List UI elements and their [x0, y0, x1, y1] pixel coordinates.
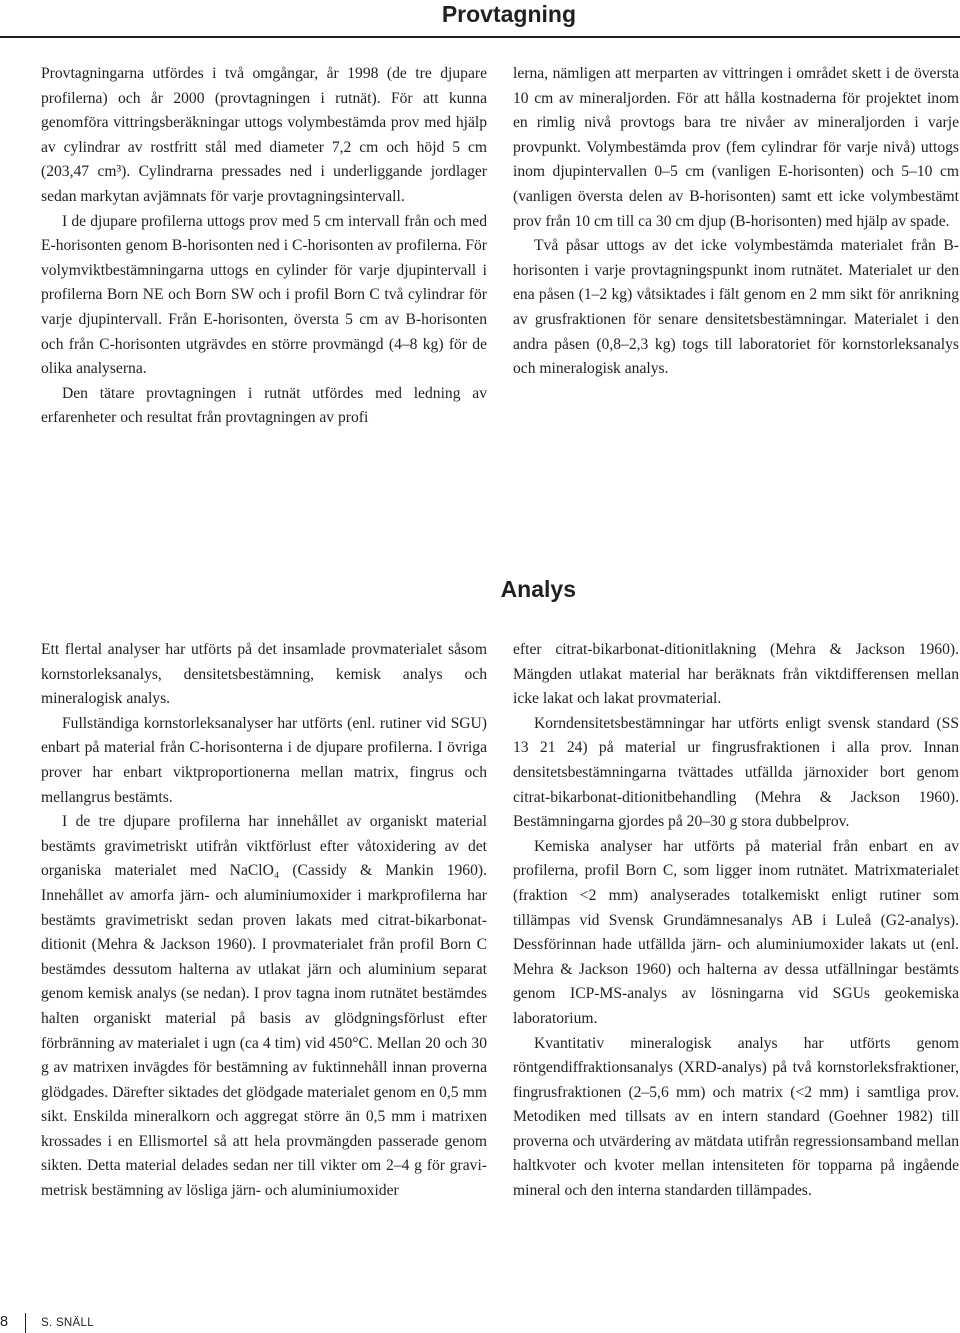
running-author: S. SNÄLL: [41, 1317, 94, 1329]
footer-divider: [25, 1313, 26, 1333]
analys-paragraph-3-continued: efter citrat-bikarbonat-ditionitlakning (Mehra & Jackson 1960). Mängden utlakat material har beräknats från viktdifferensen mellan icke lakat och lakat provmaterial.: [513, 641, 959, 708]
analys-paragraph-6: Kvantitativ mineralogisk analys har utförts genom röntgendiffraktionsanalys (XRD-analys) på två kornstorleksfraktioner, fingrusfraktionen (2–5,6 mm) och matrix (<2 mm) i samtliga prov. Metodiken med tillsats av en intern standard (Goehner 1982) till proverna och utvärdering av mätdata utifrån regressionsamband mellan haltkvoter och kvoter mellan intensiteten för topparna på ingående mineral och den interna standarden tillämpades.: [513, 1034, 959, 1200]
analys-paragraph-4: Korndensitetsbestämningar har utförts enligt svensk standard (SS 13 21 24) på material ur fingrusfraktionen i alla prov. Innan densitetsbestämningarna tvättades utfällda järnoxider bort genom citrat-bikarbonat-ditionitbehandling (Mehra & Jackson 1960). Bestämningarna gjordes på 20–30 g stora dubbelprov.: [513, 714, 959, 831]
analys-paragraph-5: Kemiska analyser har utförts på material från enbart en av profilerna, profil Born C, som ligger inom rutnätet. Matrixmaterialet (fraktion <2 mm) analyserades totalkemiskt enligt rutiner som tillämpas vid Svensk Grundämnesanalys AB i Luleå (G2-analys). Dessförinnan hade utfällda järn- och aluminiumoxider lakats ut (enl. Mehra & Jackson 1960) och halterna av dessa utfällningar bestämts genom ICP-MS-analys av lösningarna vid SGUs geokemiska laboratorium.: [513, 837, 959, 1027]
section-title-analys: Analys: [500, 576, 576, 602]
analys-paragraph-2: Fullständiga kornstorleksanalyser har utförts (enl. rutiner vid SGU) enbart på material från C-horisonterna i de djupare profilerna. I övriga prover har enbart viktproportionerna mellan matrix, fingrus och mellangrus bestämts.: [41, 714, 487, 806]
analys-paragraph-3: I de tre djupare profilerna har innehållet av organiskt material bestämts gravimetriskt utifrån viktförlust efter våtoxidering av det organiska materialet med NaClO₄ (Cassidy & Mankin 1960). Innehållet av amorfa järn- och aluminiumoxider i markprofilerna har bestämts gravimetriskt sedan proven lakats med citrat-bikarbonat-ditionit (Mehra & Jackson 1960). I provmaterialet från profil Born C bestämdes dessutom halterna av utlakat järn och aluminium separat genom kemisk analys (se nedan). I prov tagna inom rutnätet bestämdes halten organiskt material på basis av glödgningsförlust efter förbränning av materialet i ugn (ca 4 tim) vid 450°C. Mellan 20 och 30 g av matrixen invägdes för bestämning av fuktinnehåll innan proverna glödgades. Därefter siktades det glödgade materialet genom en 0,5 mm sikt. Enskilda mineralkorn och aggregat större än 0,5 mm i matrixen krossades i en Ellismortel så att hela provmängden passerade genom sikten. Detta material delades sedan ner till vikter om 2–4 g för gravimetrisk bestämning av lösliga järn- och aluminiumoxider: [41, 813, 487, 1200]
provtagning-paragraph-1: Provtagningarna utfördes i två omgångar, år 1998 (de tre djupare profilerna) och år 2000 (provtagningen i rutnät). För att kunna genomföra vittringsberäkningar uttogs volymbestämda prov med hjälp av cylindrar av rostfritt stål med diameter 7,2 cm och höjd 5 cm (203,47 cm³). Cylindrarna pressades ned i underliggande jordlager sedan markytan avjämnats för varje provtagningsintervall.: [41, 65, 487, 205]
provtagning-column-left: [41, 62, 487, 431]
provtagning-column-right: [513, 62, 959, 382]
provtagning-paragraph-3: Den tätare provtagningen i rutnät utfördes med ledning av erfarenheter och resultat från provtagningen av profi: [41, 384, 487, 427]
page-number: 8: [0, 1314, 9, 1330]
provtagning-paragraph-4: Två påsar uttogs av det icke volymbestämda materialet från B-horisonten i varje provtagningspunkt inom rutnätet. Materialet ur den ena påsen (1–2 kg) våtsiktades i fält genom en 2 mm sikt för anrikning av grusfraktionen för senare densitetsbestämningar. Materialet i den andra påsen (0,8–2,3 kg) togs till laboratoriet för kornstorleksanalys och mineralogisk analys.: [513, 237, 959, 378]
analys-column-right: [513, 638, 959, 1204]
analys-paragraph-1: Ett flertal analyser har utförts på det insamlade provmaterialet såsom kornstorleksanalys, densitetsbestämning, kemisk analys och mineralogisk analys.: [41, 641, 487, 708]
analys-column-left: [41, 638, 487, 1204]
header-rule: [0, 36, 960, 38]
section-title-provtagning: Provtagning: [441, 1, 576, 27]
provtagning-paragraph-3-continued: lerna, nämligen att merparten av vittringen i området skett i de översta 10 cm av mineraljorden. För att hålla kostnaderna för projektet inom en rimlig nivå provtogs bara tre nivåer av mineraljorden i varje provpunkt. Volymbestämda prov (fem cylindrar för varje nivå) uttogs inom djupintervallen 0–5 cm (vanligen E-horisonten) och 5–10 cm (vanligen översta delen av B-horisonten) samt ett icke volymbestämt prov från 10 cm till ca 30 cm djup (B-horisonten) med hjälp av spade.: [513, 65, 959, 230]
provtagning-paragraph-2: I de djupare profilerna uttogs prov med 5 cm intervall från och med E-horisonten genom B-horisonten ned i C-horisonten av profilerna. För volymviktbestämningarna uttogs en cylinder för varje djupintervall i profilerna Born NE och Born SW och i profil Born C två cylindrar för varje djupintervall. Från E-horisonten, översta 5 cm av B-horisonten och från C-horisonten utgrävdes en större provmängd (4–8 kg) för de olika analyserna.: [41, 212, 487, 378]
